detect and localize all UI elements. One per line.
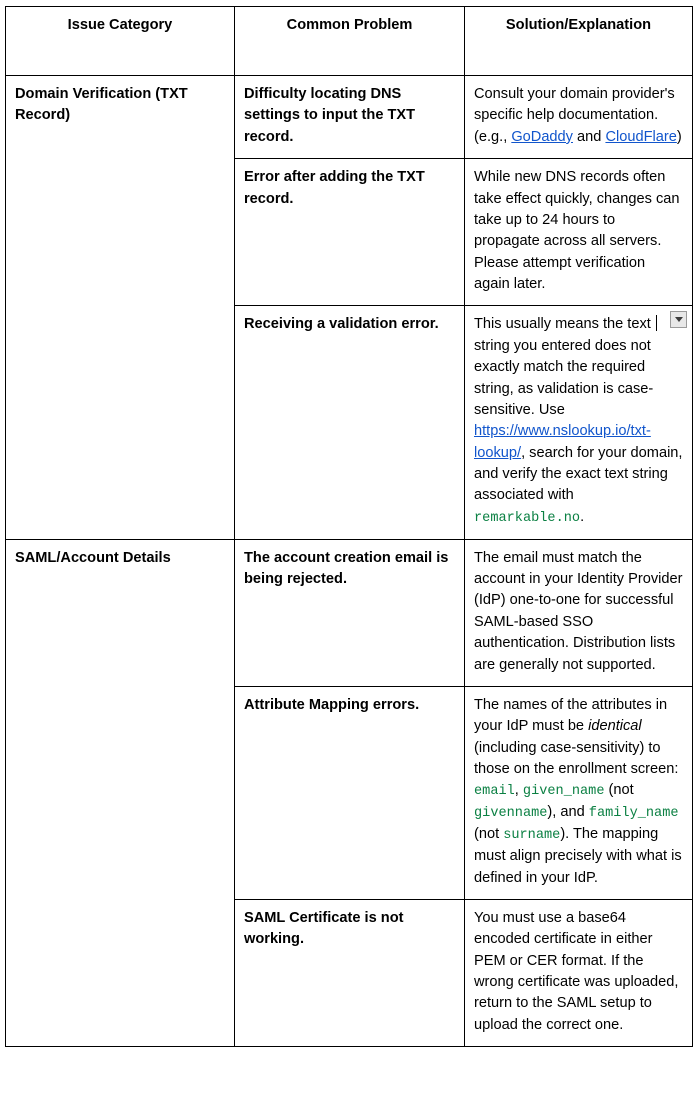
cell-problem-dns-settings: Difficulty locating DNS settings to input the TXT record.	[235, 76, 465, 159]
code-family-name-attribute: family_name	[588, 806, 679, 822]
code-given-name-attribute: given_name	[522, 784, 605, 800]
cell-issue-category-domain-verification: Domain Verification (TXT Record)	[6, 76, 235, 540]
table-body	[6, 76, 693, 1047]
solution-text-part1: This usually means the text	[474, 316, 655, 333]
solution-text-prefix: Consult your domain provider's specific help documentation. (e.g.,	[474, 86, 675, 145]
column-header-issue-category: Issue Category	[6, 7, 235, 76]
solution-text-part7: ). The mapping must align precisely with what is defined in your IdP.	[474, 826, 682, 886]
table-header-row	[6, 7, 693, 76]
link-nslookup[interactable]: https://www.nslookup.io/txt-lookup/	[474, 423, 651, 461]
cell-solution-validation-error	[465, 306, 693, 539]
link-cloudflare[interactable]: CloudFlare	[605, 128, 677, 145]
cell-solution-txt-record-error: While new DNS records often take effect quickly, changes can take up to 24 hours to propagate across all servers. Please attempt verification again later.	[465, 159, 693, 306]
code-email-attribute: email	[474, 784, 515, 800]
cell-solution-dns-settings	[465, 76, 693, 159]
cell-problem-saml-certificate: SAML Certificate is not working.	[235, 899, 465, 1046]
text-cursor-caret	[656, 315, 657, 331]
solution-text-part2: (including case-sensitivity) to those on the enrollment screen:	[474, 739, 679, 778]
chevron-down-icon[interactable]	[670, 311, 687, 328]
column-header-solution-explanation: Solution/Explanation	[465, 7, 693, 76]
cell-problem-email-rejected: The account creation email is being rejected.	[235, 539, 465, 686]
solution-text-suffix: )	[676, 128, 682, 145]
cell-problem-txt-record-error: Error after adding the TXT record.	[235, 159, 465, 306]
cell-problem-validation-error: Receiving a validation error.	[235, 306, 465, 539]
solution-text-mid: and	[572, 128, 606, 145]
cell-issue-category-saml-account-details: SAML/Account Details	[6, 539, 235, 1046]
solution-text-part4: .	[580, 508, 585, 525]
solution-text-part6: (not	[474, 826, 504, 843]
column-header-common-problem: Common Problem	[235, 7, 465, 76]
cell-solution-saml-certificate: You must use a base64 encoded certificate in either PEM or CER format. If the wrong certificate was uploaded, return to the SAML setup to upload the correct one.	[465, 899, 693, 1046]
code-surname-attribute: surname	[503, 828, 561, 844]
table-header	[6, 7, 693, 76]
code-givenname-attribute: givenname	[474, 806, 548, 822]
link-godaddy[interactable]: GoDaddy	[511, 128, 573, 145]
troubleshooting-table	[5, 6, 693, 1047]
emphasis-identical: identical	[588, 718, 642, 735]
chevron-down-glyph	[675, 317, 683, 322]
solution-text-part4: (not	[604, 782, 634, 799]
solution-text-part1: The names of the attributes in your IdP must be	[474, 696, 668, 735]
solution-text-part2: string you entered does not exactly match the required string, as validation is case-sensitive. Use	[474, 337, 654, 418]
cell-solution-email-rejected: The email must match the account in your Identity Provider (IdP) one-to-one for successful SAML-based SSO authentication. Distribution lists are generally not supported.	[465, 539, 693, 686]
cell-problem-attribute-mapping: Attribute Mapping errors.	[235, 686, 465, 899]
table-row	[6, 76, 693, 159]
solution-text-part3: ,	[514, 782, 523, 799]
solution-text-part5: ), and	[547, 804, 589, 821]
cell-solution-attribute-mapping	[465, 686, 693, 899]
solution-text-part3: , search for your domain, and verify the exact text string associated with	[474, 444, 683, 504]
table-row	[6, 539, 693, 686]
code-remarkable-domain: remarkable.no	[474, 510, 581, 526]
